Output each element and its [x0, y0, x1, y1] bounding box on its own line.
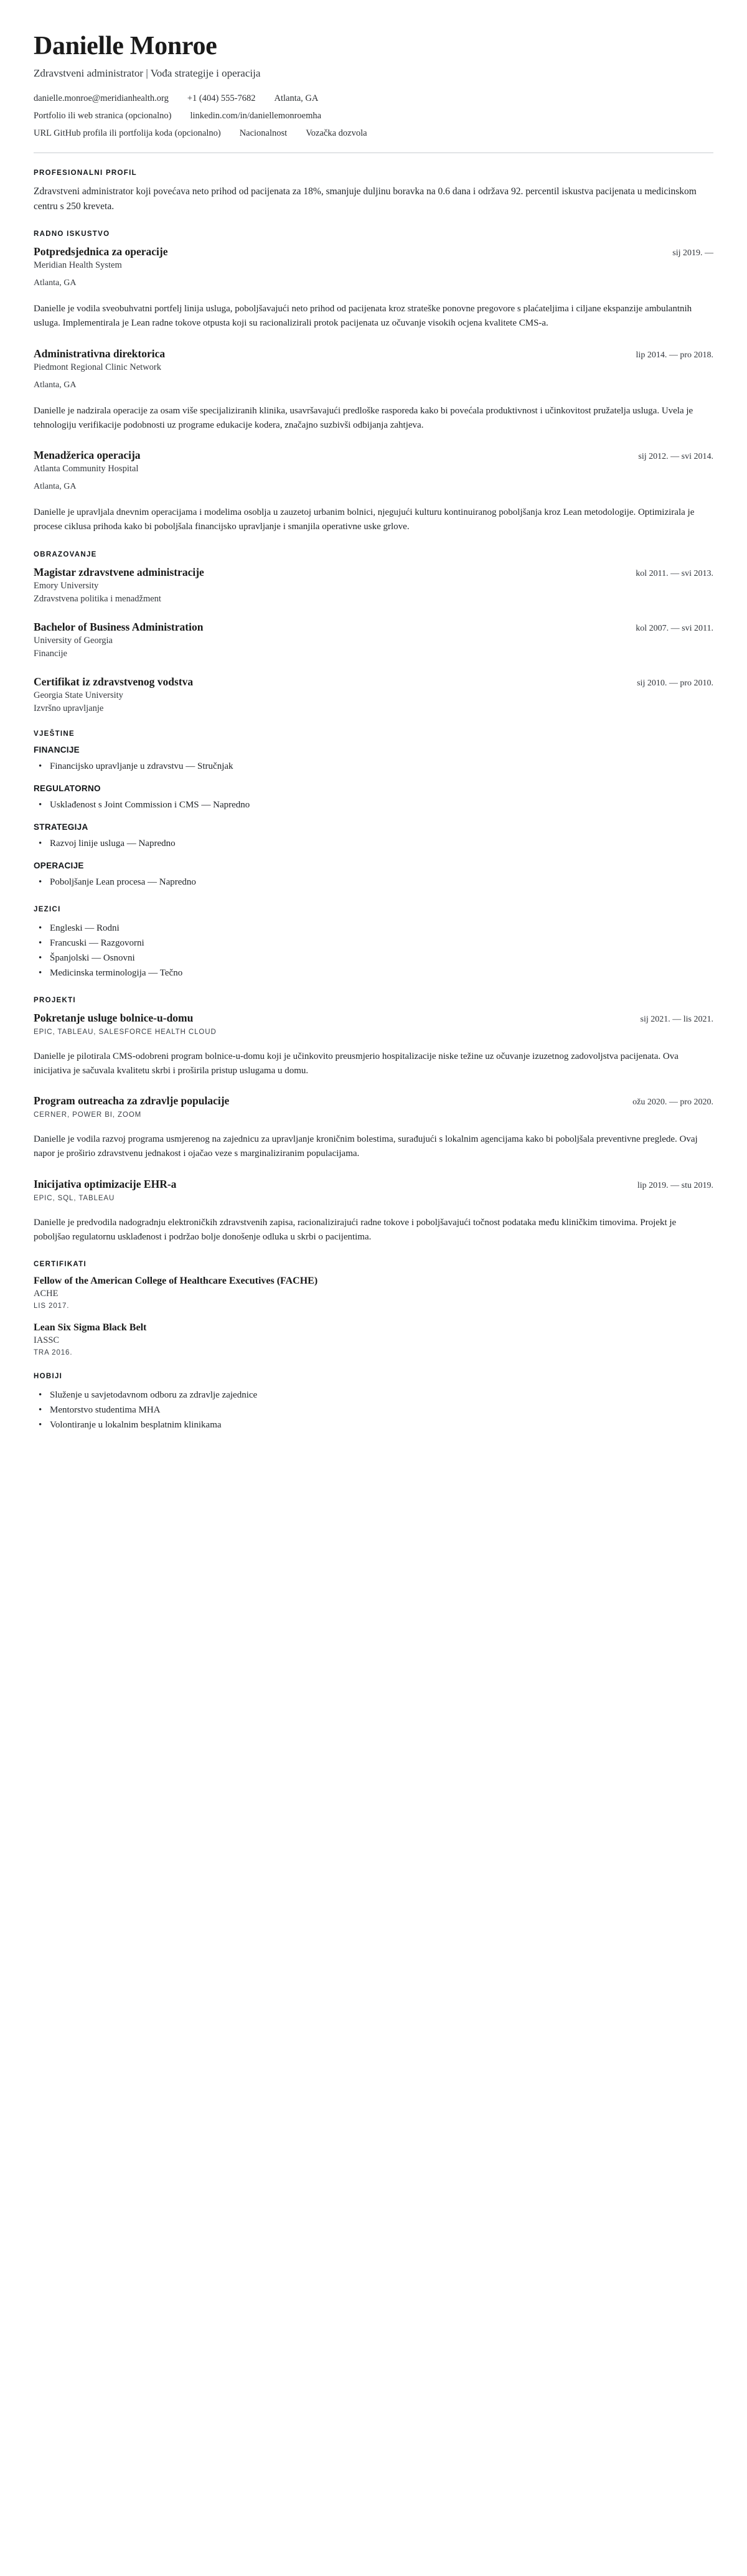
page-title: Danielle Monroe [34, 32, 217, 60]
phone-text: +1 (404) 555-7682 [187, 93, 256, 104]
project-name: Program outreacha za zdravlje populacije [34, 1094, 230, 1107]
experience-description: Danielle je vodila sveobuhvatni portfelj linija usluga, poboljšavajući neto prihod od pacijenata kroz strateške ponovne pregovore s plaćateljima i ciljane ekspanzije ambulantnih usluga. Implementirala je Lean radne tokove otpusta koji su racionalizirali protok pacijenata uz očuvanje visokih ocjena kvalitete CMS-a. [34, 304, 692, 329]
contact-row-3 [34, 128, 713, 139]
section-certifications [34, 1261, 713, 1356]
skill-list [34, 759, 713, 774]
education-item [34, 675, 713, 714]
experience-description: Danielle je upravljala dnevnim operacijama i modelima osoblja u zauzetoj urbanim bolnici, njegujući kulturu kontinuiranog poboljšanja kroz Lean metodologije. Optimizirala je procese ciklusa prihoda kako bi poboljšala financijsko upravljanje i smanjila operativne uske grlove. [34, 507, 695, 532]
project-item [34, 1178, 713, 1245]
skill-group-name: REGULATORNO [34, 783, 101, 793]
project-head [34, 1094, 713, 1107]
certification-item [34, 1322, 713, 1356]
experience-location: Atlanta, GA [34, 278, 77, 288]
experience-head [34, 347, 713, 360]
linkedin-text: linkedin.com/in/daniellemonroemha [190, 111, 322, 121]
hobby-item: • Mentorstvo studentima MHA [34, 1403, 713, 1417]
education-item [34, 566, 713, 604]
skill-item: • Usklađenost s Joint Commission i CMS — Napredno [34, 797, 713, 812]
section-title-summary: PROFESIONALNI PROFIL [34, 169, 137, 177]
education-head [34, 621, 713, 634]
skill-item: • Razvoj linije usluga — Napredno [34, 836, 713, 851]
section-title-skills: VJEŠTINE [34, 730, 75, 738]
project-date: sij 2021. — lis 2021. [640, 1014, 713, 1024]
hobby-item: • Služenje u savjetodavnom odboru za zdravlje zajednice [34, 1388, 713, 1403]
experience-description: Danielle je nadzirala operacije za osam više specijaliziranih klinika, usavršavajući predloške rasporeda kako bi povećala produktivnost i učinkovitost pružatelja usluga. Uvela je tehnologiju verifikacije podobnosti uz programe edukacije kodera, značajno suzbivši odbijanja zahtjeva. [34, 405, 693, 430]
experience-item [34, 449, 713, 535]
experience-location: Atlanta, GA [34, 380, 77, 390]
project-tools: CERNER, POWER BI, ZOOM [34, 1111, 142, 1119]
project-name: Inicijativa optimizacije EHR-a [34, 1177, 177, 1190]
certification-date: LIS 2017. [34, 1302, 70, 1310]
project-item [34, 1094, 713, 1162]
experience-head [34, 245, 713, 258]
skill-list [34, 836, 713, 851]
language-item: • Francuski — Razgovorni [34, 936, 713, 951]
experience-item [34, 347, 713, 433]
experience-org: Meridian Health System [34, 260, 122, 271]
project-description: Danielle je pilotirala CMS-odobreni program bolnice-u-domu koji je učinkovito preusmjerio hospitalizacije niske težine uz očuvanje izuzetnog zadovoljstva pacijenata. Ova inicijativa je sačuvala kvalitetu skrbi i proširila pristup uslugama u domu. [34, 1051, 679, 1076]
section-hobbies [34, 1373, 713, 1432]
experience-item [34, 245, 713, 331]
section-projects [34, 997, 713, 1245]
experience-role: Menadžerica operacija [34, 449, 141, 462]
professional-headline: Zdravstveni administrator | Vođa strategije i operacija [34, 67, 261, 80]
language-item: • Španjolski — Osnovni [34, 951, 713, 966]
section-title-languages: JEZICI [34, 905, 61, 913]
education-school: Emory University [34, 580, 99, 591]
summary-text: Zdravstveni administrator koji povećava neto prihod od pacijenata za 18%, smanjuje duljinu boravka na 0.6 dana i održava 92. percentil iskustva pacijenata u medicinskom centru s 250 kreveta. [34, 186, 697, 212]
education-field: Izvršno upravljanje [34, 703, 104, 713]
portfolio-text: Portfolio ili web stranica (opcionalno) [34, 111, 172, 121]
skill-list [34, 875, 713, 890]
education-item [34, 621, 713, 659]
section-title-education: OBRAZOVANJE [34, 550, 97, 558]
project-date: ožu 2020. — pro 2020. [632, 1098, 713, 1107]
education-degree: Magistar zdravstvene administracije [34, 565, 204, 578]
education-school: University of Georgia [34, 635, 113, 646]
project-date: lip 2019. — stu 2019. [637, 1180, 713, 1190]
project-description: Danielle je vodila razvoj programa usmjerenog na zajednicu za upravljanje kroničnim bolestima, surađujući s lokalnim agencijama kako bi poboljšala preventivne preglede. Ovaj napor je proširio zdravstvenu jednakost i ojačao veze s marginaliziranim populacijama. [34, 1134, 698, 1159]
skill-group-name: FINANCIJE [34, 745, 80, 754]
experience-role: Potpredsjednica za operacije [34, 245, 168, 258]
section-title-experience: RADNO ISKUSTVO [34, 230, 110, 238]
education-school: Georgia State University [34, 690, 123, 700]
nationality-text: Nacionalnost [239, 128, 288, 139]
certification-date: TRA 2016. [34, 1349, 73, 1357]
experience-head [34, 449, 713, 462]
certification-org: IASSC [34, 1335, 60, 1346]
education-degree: Certifikat iz zdravstvenog vodstva [34, 675, 194, 688]
project-tools: EPIC, TABLEAU, SALESFORCE HEALTH CLOUD [34, 1028, 217, 1036]
skill-group-name: STRATEGIJA [34, 822, 88, 832]
education-field: Financije [34, 648, 67, 659]
skill-item: • Financijsko upravljanje u zdravstvu — Stručnjak [34, 759, 713, 774]
project-name: Pokretanje usluge bolnice-u-domu [34, 1011, 194, 1024]
certification-name: Fellow of the American College of Healthcare Executives (FACHE) [34, 1276, 318, 1287]
section-education [34, 551, 713, 714]
resume-header [34, 32, 713, 139]
project-description: Danielle je predvodila nadogradnju elektroničkih zdravstvenih zapisa, racionalizirajući radne tokove i poboljšavajući točnost podataka među kliničkim timovima. Projekt je poboljšao regulatornu usklađenost i podržao bolje donošenje odluka u skrbi o pacijentima. [34, 1217, 677, 1242]
experience-location: Atlanta, GA [34, 482, 77, 492]
certification-item [34, 1276, 713, 1310]
skill-group [34, 861, 713, 890]
education-head [34, 566, 713, 579]
skill-list [34, 797, 713, 812]
email-text: danielle.monroe@meridianhealth.org [34, 93, 169, 104]
education-head [34, 675, 713, 689]
section-experience [34, 230, 713, 535]
skill-group [34, 822, 713, 851]
section-skills [34, 730, 713, 890]
section-title-certifications: CERTIFIKATI [34, 1261, 87, 1269]
location-text: Atlanta, GA [274, 93, 319, 104]
contact-row-2 [34, 111, 713, 121]
project-head [34, 1012, 713, 1025]
skill-group [34, 745, 713, 774]
skill-group-name: OPERACIJE [34, 860, 84, 870]
education-field: Zdravstvena politika i menadžment [34, 593, 161, 604]
experience-role: Administrativna direktorica [34, 347, 166, 360]
section-languages [34, 906, 713, 980]
hobby-item: • Volontiranje u lokalnim besplatnim klinikama [34, 1417, 713, 1432]
language-item: • Engleski — Rodni [34, 921, 713, 936]
driving-license-text: Vozačka dozvola [306, 128, 367, 139]
experience-date: sij 2019. — [672, 248, 713, 258]
section-title-hobbies: HOBIJI [34, 1373, 63, 1381]
certification-name: Lean Six Sigma Black Belt [34, 1322, 147, 1333]
project-item [34, 1012, 713, 1079]
experience-org: Atlanta Community Hospital [34, 464, 139, 474]
education-date: kol 2007. — svi 2011. [636, 623, 713, 633]
language-item: • Medicinska terminologija — Tečno [34, 966, 713, 980]
certification-org: ACHE [34, 1289, 59, 1299]
hobby-list [34, 1388, 713, 1432]
github-text: URL GitHub profila ili portfolija koda (opcionalno) [34, 128, 221, 139]
contact-row-1 [34, 93, 713, 104]
experience-org: Piedmont Regional Clinic Network [34, 362, 161, 372]
education-date: kol 2011. — svi 2013. [636, 568, 713, 578]
experience-date: lip 2014. — pro 2018. [636, 350, 713, 360]
section-summary [34, 169, 713, 214]
language-list [34, 921, 713, 980]
skill-group [34, 784, 713, 812]
education-date: sij 2010. — pro 2010. [637, 678, 713, 688]
project-tools: EPIC, SQL, TABLEAU [34, 1194, 115, 1202]
project-head [34, 1178, 713, 1191]
skill-item: • Poboljšanje Lean procesa — Napredno [34, 875, 713, 890]
education-degree: Bachelor of Business Administration [34, 620, 204, 633]
experience-date: sij 2012. — svi 2014. [638, 452, 713, 462]
section-title-projects: PROJEKTI [34, 996, 76, 1004]
